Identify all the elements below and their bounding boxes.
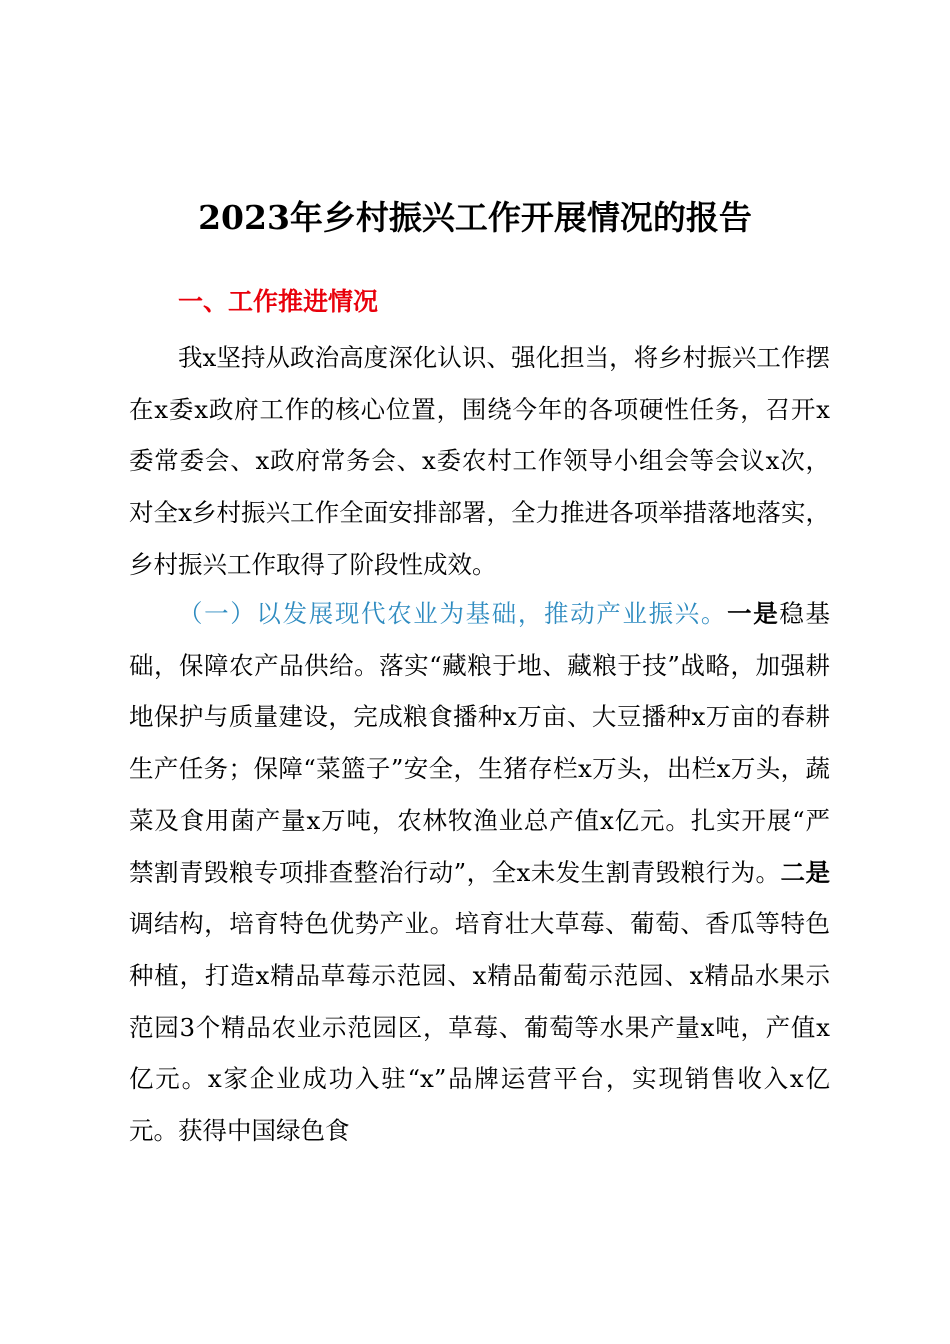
paragraph-text-second: 调结构，培育特色优势产业。培育壮大草莓、葡萄、香瓜等特色种植，打造x精品草莓示范园、x精品葡萄示范园、x精品水果示范园3个精品农业示范园区，草莓、葡萄等水果产量x吨，产值x亿元。x家企业成功入驻“x”品牌运营平台，实现销售收入x亿元。获得中国绿色食 — [129, 909, 830, 1146]
document-title: 2023年乡村振兴工作开展情况的报告 — [198, 198, 752, 237]
section-heading: 一、工作推进情况 — [178, 287, 379, 316]
paragraph-intro: 我x坚持从政治高度深化认识、强化担当，将乡村振兴工作摆在x委x政府工作的核心位置，围绕今年的各项硬性任务，召开x委常委会、x政府常务会、x委农村工作领导小组会等会议x次，对全x乡村振兴工作全面安排部署，全力推进各项举措落地落实，乡村振兴工作取得了阶段性成效。 — [129, 343, 830, 579]
paragraph-text-first: 稳基础，保障农产品供给。落实“藏粮于地、藏粮于技”战略，加强耕地保护与质量建设，完成粮食播种x万亩、大豆播种x万亩的春耕生产任务；保障“菜篮子”安全，生猪存栏x万头，出栏x万头，蔬菜及食用菌产量x万吨，农林牧渔业总产值x亿元。扎实开展“严禁割青毁粮专项排查整治行动”，全x未发生割青毁粮行为。 — [129, 599, 831, 887]
lead-first: 一是 — [727, 599, 780, 628]
sub-heading: （一）以发展现代农业为基础，推动产业振兴。 — [178, 599, 728, 628]
paragraph-industry — [129, 588, 830, 1157]
lead-second: 二是 — [780, 857, 831, 887]
